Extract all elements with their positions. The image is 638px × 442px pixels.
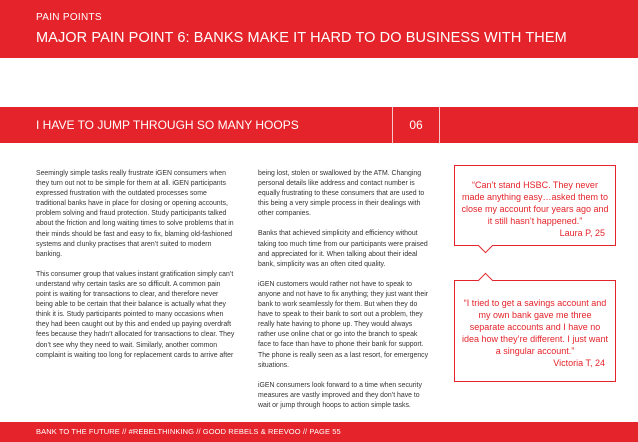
body-column-left (36, 169, 236, 371)
body-paragraph: being lost, stolen or swallowed by the ATM. Changing personal details like address and contact number is equally frustrating to these consumers that are used to this being a very simple process in their dealings with other companies. (258, 170, 425, 218)
quote-text: “I tried to get a savings account and my own bank gave me three separate accounts and I have no idea how they’re different. I just want a singular account.” (462, 298, 608, 356)
body-column-right (258, 169, 432, 421)
quote-bubble (454, 165, 616, 246)
footer-text: BANK TO THE FUTURE // #REBELTHINKING // GOOD REBELS & REEVOO // PAGE 55 (36, 427, 341, 436)
section-title: I HAVE TO JUMP THROUGH SO MANY HOOPS (36, 118, 299, 132)
page-title: MAJOR PAIN POINT 6: BANKS MAKE IT HARD TO DO BUSINESS WITH THEM (36, 30, 567, 46)
subheader-band (0, 107, 638, 143)
quote-author: Victoria T, 24 (553, 357, 605, 368)
quote-author: Laura P, 25 (559, 227, 605, 238)
section-label: PAIN POINTS (36, 12, 102, 23)
quote-bubble (454, 280, 616, 382)
quote-text: “Can’t stand HSBC. They never made anything easy…asked them to close my account four years ago and it still hasn’t happened.” (461, 180, 609, 226)
footer-bar (0, 422, 638, 442)
body-paragraph: Banks that achieved simplicity and efficiency without taking too much time from our participants were praised and appreciated for it. When talking about their ideal bank, simplicity was an often cited quality. (258, 230, 428, 268)
body-paragraph: iGEN consumers look forward to a time when security measures are vastly improved and they don’t have to wait or jump through hoops to action simple tasks. (258, 381, 422, 409)
section-number: 06 (409, 118, 423, 132)
body-paragraph: Seemingly simple tasks really frustrate iGEN consumers when they turn out not to be simple for them at all. iGEN participants expressed frustration with the outdated processes some traditional banks have in place for closing or opening accounts, problem solving and fraud protection. Study participants talked about the friction and long waiting times to solve problems that in their minds should be fast and easy to fix, blaming old-fashioned systems and clunky practises that aren’t suited to modern banking. (36, 170, 234, 258)
body-paragraph: iGEN customers would rather not have to speak to anyone and not have to fix anything; they just want their bank to work seamlessly for them. But when they do have to speak to their bank to sort out a problem, they really hate having to phone up. They would always rather use online chat or go into the branch to speak face to face than have to phone their bank for support. The phone is really seen as a last resort, for emergency situations. (258, 280, 429, 369)
body-paragraph: This consumer group that values instant gratification simply can’t understand why certain tasks are so difficult. A common pain point is waiting for transactions to clear, and therefore never being able to be certain that their balance is actually what they think it is. Study participants pointed to many occasions when they had been caught out by this and ended up paying overdraft fees because they hadn’t allocated for transactions to clear. They don’t see why they need to wait. Similarly, another common complaint is waiting too long for replacement cards to arrive after (36, 270, 235, 359)
header-banner (0, 0, 638, 58)
speech-tail-icon (478, 273, 494, 289)
page-number-box (392, 107, 440, 143)
speech-tail-icon (478, 238, 494, 254)
